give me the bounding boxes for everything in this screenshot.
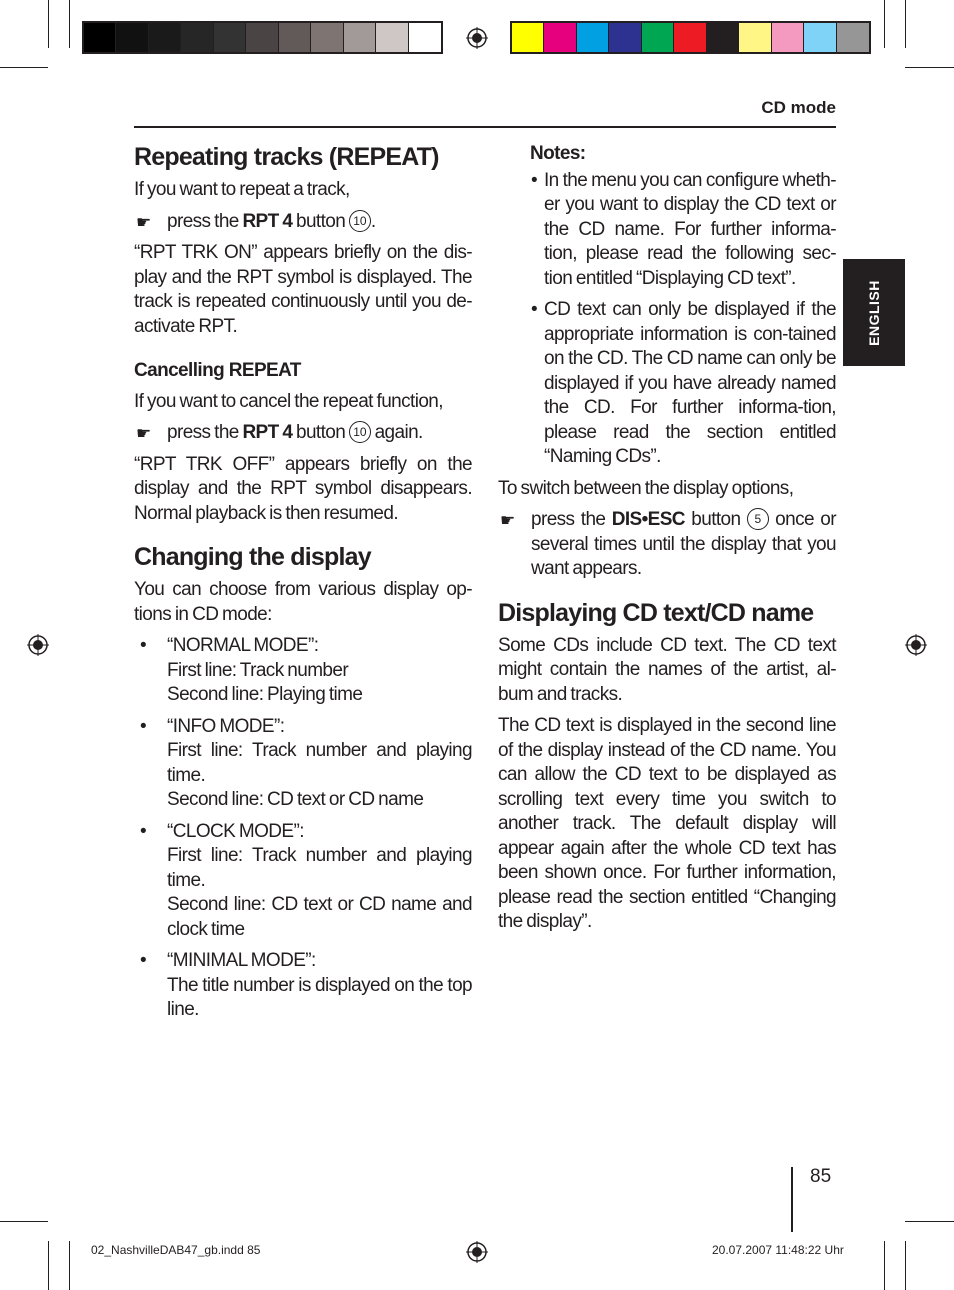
gray-swatch: [344, 23, 376, 52]
gray-color-bar: [82, 21, 443, 54]
crop-mark: [905, 1241, 906, 1290]
bullet: •: [140, 950, 147, 971]
repeat-heading: Repeating tracks (REPEAT): [134, 143, 439, 171]
crop-mark: [884, 1241, 885, 1290]
bullet: •: [140, 635, 147, 656]
gray-swatch: [246, 23, 278, 52]
crop-mark: [905, 1221, 954, 1222]
bullet: •: [140, 820, 147, 842]
switch-instruction: ☛ press the DIS•ESC button 5 once or several times until the display that you want appears.: [500, 509, 836, 579]
gray-swatch: [311, 23, 343, 52]
gray-swatch: [84, 23, 116, 52]
color-swatch: [707, 23, 739, 52]
gray-swatch: [279, 23, 311, 52]
bullet: •: [531, 169, 538, 191]
running-header: CD mode: [761, 98, 836, 117]
bullet: •: [140, 715, 147, 737]
cd-text-paragraph: Some CDs include CD text. The CD text might contain the names of the artist, al-bum and tracks.: [498, 634, 836, 705]
pointing-hand-icon: ☛: [136, 424, 151, 443]
crop-mark: [48, 1241, 49, 1290]
cancel-repeat-heading: Cancelling REPEAT: [134, 360, 301, 381]
changing-display-heading: Changing the display: [134, 543, 371, 571]
left-column: [134, 142, 472, 1030]
gray-swatch: [149, 23, 181, 52]
crop-mark: [69, 0, 70, 48]
repeat-intro: If you want to repeat a track,: [134, 179, 350, 200]
gray-swatch: [214, 23, 246, 52]
file-slug: 02_NashvilleDAB47_gb.indd 85: [91, 1243, 261, 1257]
timestamp-slug: 20.07.2007 11:48:22 Uhr: [712, 1243, 844, 1257]
note-item: • In the menu you can configure wheth-er you want to display the CD text or the CD name. For further informa-tion, please read the following sec-tion entitled “Displaying CD text”.: [531, 169, 836, 289]
button-number-badge: 10: [349, 421, 371, 443]
header-rule: [134, 126, 836, 128]
right-column: [498, 142, 836, 942]
gray-swatch: [376, 23, 408, 52]
color-swatch: [544, 23, 576, 52]
repeat-instruction: ☛ press the RPT 4 button 10 .: [134, 210, 472, 235]
pointing-hand-icon: ☛: [500, 511, 515, 530]
gray-swatch: [181, 23, 213, 52]
cancel-instruction: ☛ press the RPT 4 button 10 again.: [134, 421, 472, 446]
cd-text-paragraph: The CD text is displayed in the second line of the display instead of the CD name. You can allow the CD text to be displayed as scrolling text every time you switch to another track. The default display will appear again after the whole CD text has been shown once. For further information, please read the section entitled “Changing the display”.: [498, 715, 836, 932]
pointing-hand-icon: ☛: [136, 212, 151, 232]
button-number-badge: 5: [747, 508, 769, 530]
language-tab: [843, 259, 905, 366]
repeat-result: “RPT TRK ON” appears briefly on the dis-play and the RPT symbol is displayed. The track is repeated continuously until you de-activate RPT.: [134, 242, 472, 337]
color-swatch: [577, 23, 609, 52]
language-tab-label: ENGLISH: [866, 279, 882, 346]
registration-mark-icon: [466, 27, 488, 49]
cancel-result: “RPT TRK OFF” appears briefly on the display and the RPT symbol disappears. Normal playback is then resumed.: [134, 453, 472, 524]
color-swatch: [512, 23, 544, 52]
gray-swatch: [116, 23, 148, 52]
bullet: •: [531, 299, 538, 320]
process-color-bar: [510, 21, 871, 54]
crop-mark: [905, 0, 906, 48]
page-number: 85: [810, 1166, 832, 1187]
color-swatch: [609, 23, 641, 52]
mode-list-item: • “CLOCK MODE”: First line: Track number and playing time. Second line: CD text or CD name and clock time: [140, 820, 472, 940]
color-swatch: [772, 23, 804, 52]
cd-text-heading: Displaying CD text/CD name: [498, 598, 814, 627]
registration-mark-icon: [466, 1241, 488, 1263]
color-swatch: [674, 23, 706, 52]
display-intro: You can choose from various display op-tions in CD mode:: [134, 579, 472, 625]
registration-mark-icon: [27, 634, 49, 656]
switch-intro: To switch between the display options,: [498, 477, 794, 499]
crop-mark: [884, 0, 885, 48]
page-number-rule: [791, 1167, 793, 1232]
color-swatch: [642, 23, 674, 52]
cancel-intro: If you want to cancel the repeat function,: [134, 390, 443, 412]
crop-mark: [0, 1221, 48, 1222]
gray-swatch: [409, 23, 441, 52]
button-number-badge: 10: [349, 210, 371, 232]
mode-list-item: • “NORMAL MODE”: First line: Track number Second line: Playing time: [140, 635, 363, 705]
color-swatch: [739, 23, 771, 52]
crop-mark: [48, 0, 49, 48]
note-item: • CD text can only be displayed if the appropriate information is con-tained on the CD. The CD name can only be displayed if you have already named the CD. For further informa-tion, please read the section entitled “Naming CDs”.: [531, 299, 836, 467]
rpt4-key-label: RPT 4: [242, 422, 293, 443]
mode-list-item: • “INFO MODE”: First line: Track number and playing time. Second line: CD text or CD name: [140, 715, 472, 810]
color-swatch: [804, 23, 836, 52]
crop-mark: [69, 1241, 70, 1290]
rpt4-key-label: RPT 4: [242, 210, 293, 232]
notes-heading: Notes:: [530, 143, 586, 164]
registration-mark-icon: [905, 634, 927, 656]
mode-list-item: • “MINIMAL MODE”: The title number is displayed on the top line.: [140, 950, 472, 1020]
dis-esc-key-label: DIS•ESC: [611, 509, 685, 530]
crop-mark: [905, 67, 954, 68]
crop-mark: [0, 67, 48, 68]
color-swatch: [837, 23, 869, 52]
